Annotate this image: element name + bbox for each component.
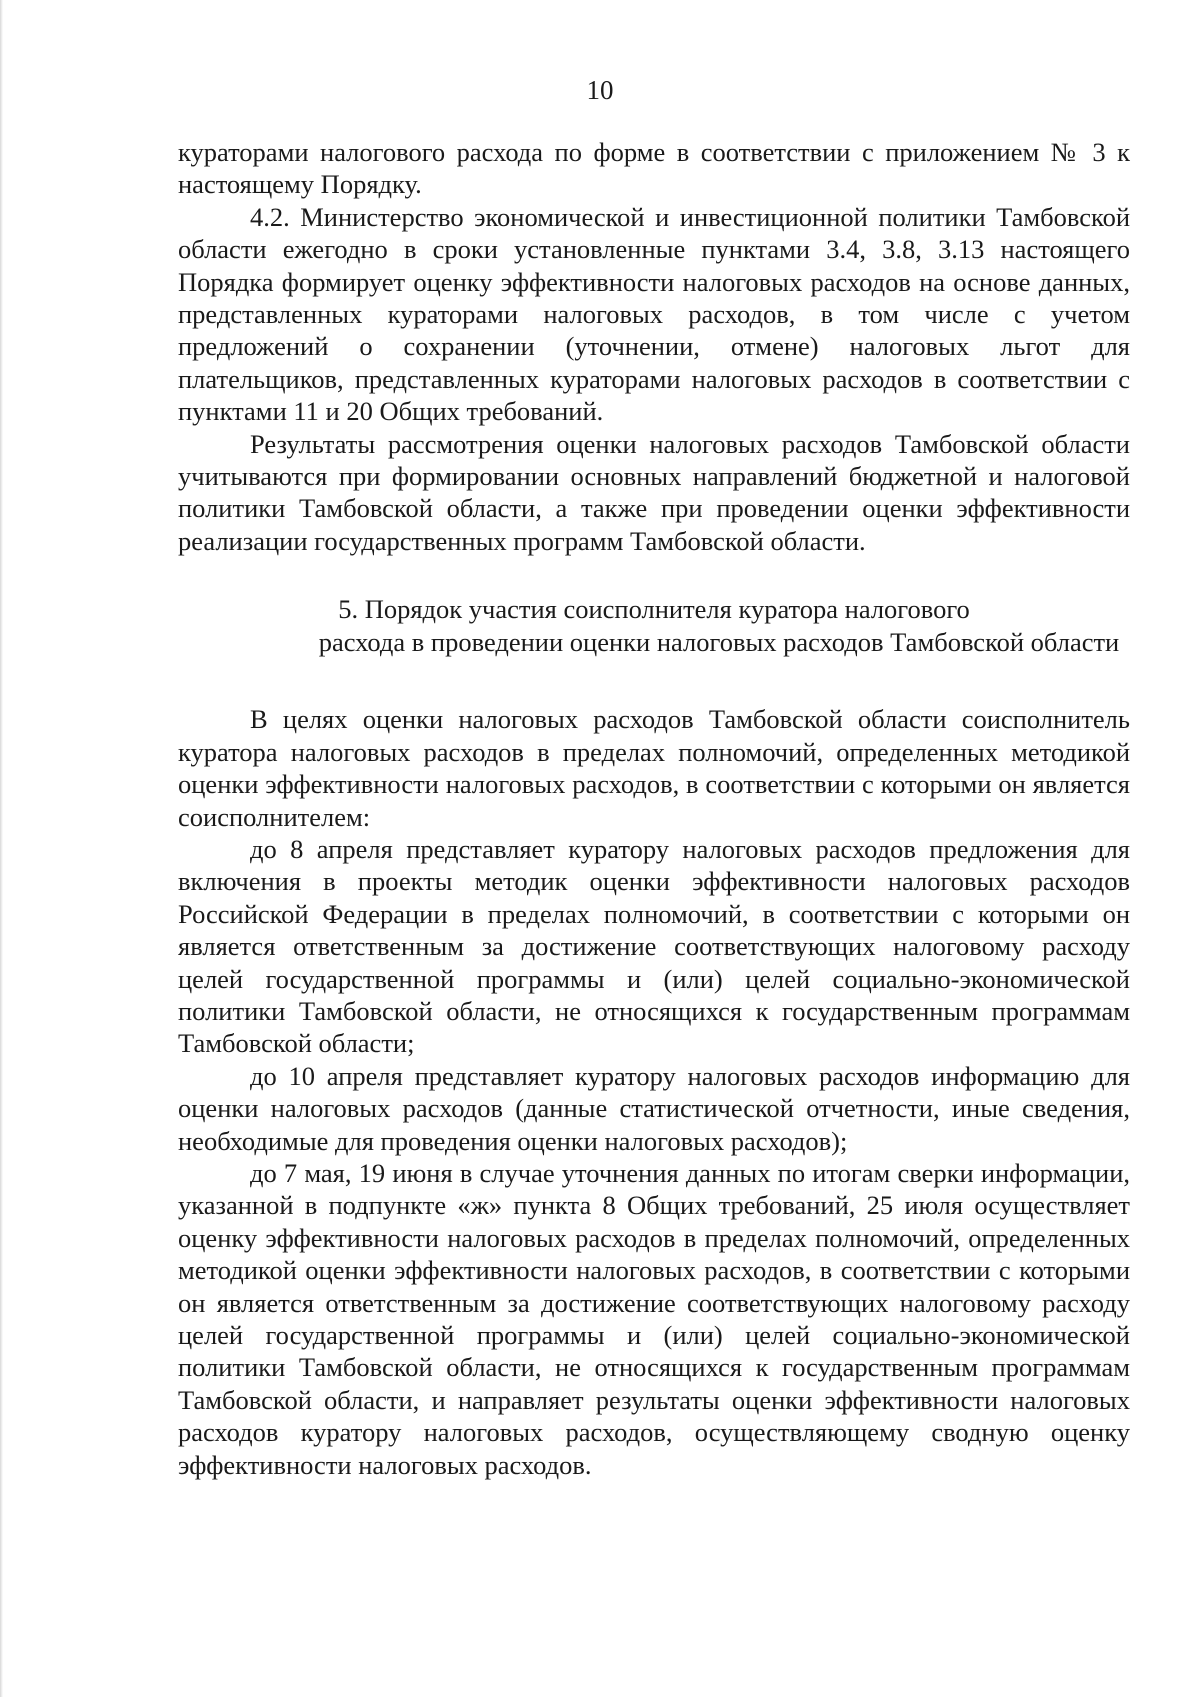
paragraph-april-8: до 8 апреля представляет куратору налоговых расходов предложения для включения в проекты методик оценки эффективности налоговых расходов Российской Федерации в пределах полномочий, в соответствии с которыми он является ответственным за достижение соответствующих налоговому расходу целей государственной программы и (или) целей социально-экономической политики Тамбовской области, не относящихся к государственным программам Тамбовской области; [178,833,1130,1059]
scan-edge [0,0,3,1697]
section-5-heading-line1: 5. Порядок участия соисполнителя куратора налогового [338,594,970,625]
section-5-heading [178,593,1130,659]
page-number: 10 [586,75,614,105]
document-body [178,136,1130,1481]
section-5-heading-line2: расхода в проведении оценки налоговых расходов Тамбовской области [318,627,1120,658]
paragraph-april-10: до 10 апреля представляет куратору налоговых расходов информацию для оценки налоговых расходов (данные статистической отчетности, иные сведения, необходимые для проведения оценки налоговых расходов); [178,1060,1130,1156]
paragraph-results: Результаты рассмотрения оценки налоговых расходов Тамбовской области учитываются при формировании основных направлений бюджетной и налоговой политики Тамбовской области, а также при проведении оценки эффективности реализации государственных программ Тамбовской области. [178,428,1130,556]
paragraph-4-2: 4.2. Министерство экономической и инвестиционной политики Тамбовской области ежегодно в сроки установленные пунктами 3.4, 3.8, 3.13 настоящего Порядка формирует оценку эффективности налоговых расходов на основе данных, представленных кураторами налоговых расходов, в том числе с учетом предложений о сохранении (уточнении, отмене) налоговых льгот для плательщиков, представленных кураторами налоговых расходов в соответствии с пунктами 11 и 20 Общих требований. [178,201,1130,427]
paragraph-may-7: до 7 мая, 19 июня в случае уточнения данных по итогам сверки информации, указанной в подпункте «ж» пункта 8 Общих требований, 25 июля осуществляет оценку эффективности налоговых расходов в пределах полномочий, определенных методикой оценки эффективности налоговых расходов, в соответствии с которыми он является ответственным за достижение соответствующих налоговому расходу целей государственной программы и (или) целей социально-экономической политики Тамбовской области, не относящихся к государственным программам Тамбовской области, и направляет результаты оценки эффективности налоговых расходов куратору налоговых расходов, осуществляющему сводную оценку эффективности налоговых расходов. [178,1157,1130,1480]
paragraph-continuation: кураторами налогового расхода по форме в соответствии с приложением № 3 к настоящему Порядку. [178,137,1130,200]
paragraph-section-5-intro: В целях оценки налоговых расходов Тамбовской области соисполнитель куратора налоговых расходов в пределах полномочий, определенных методикой оценки эффективности налоговых расходов, в соответствии с которыми он является соисполнителем: [178,704,1130,832]
